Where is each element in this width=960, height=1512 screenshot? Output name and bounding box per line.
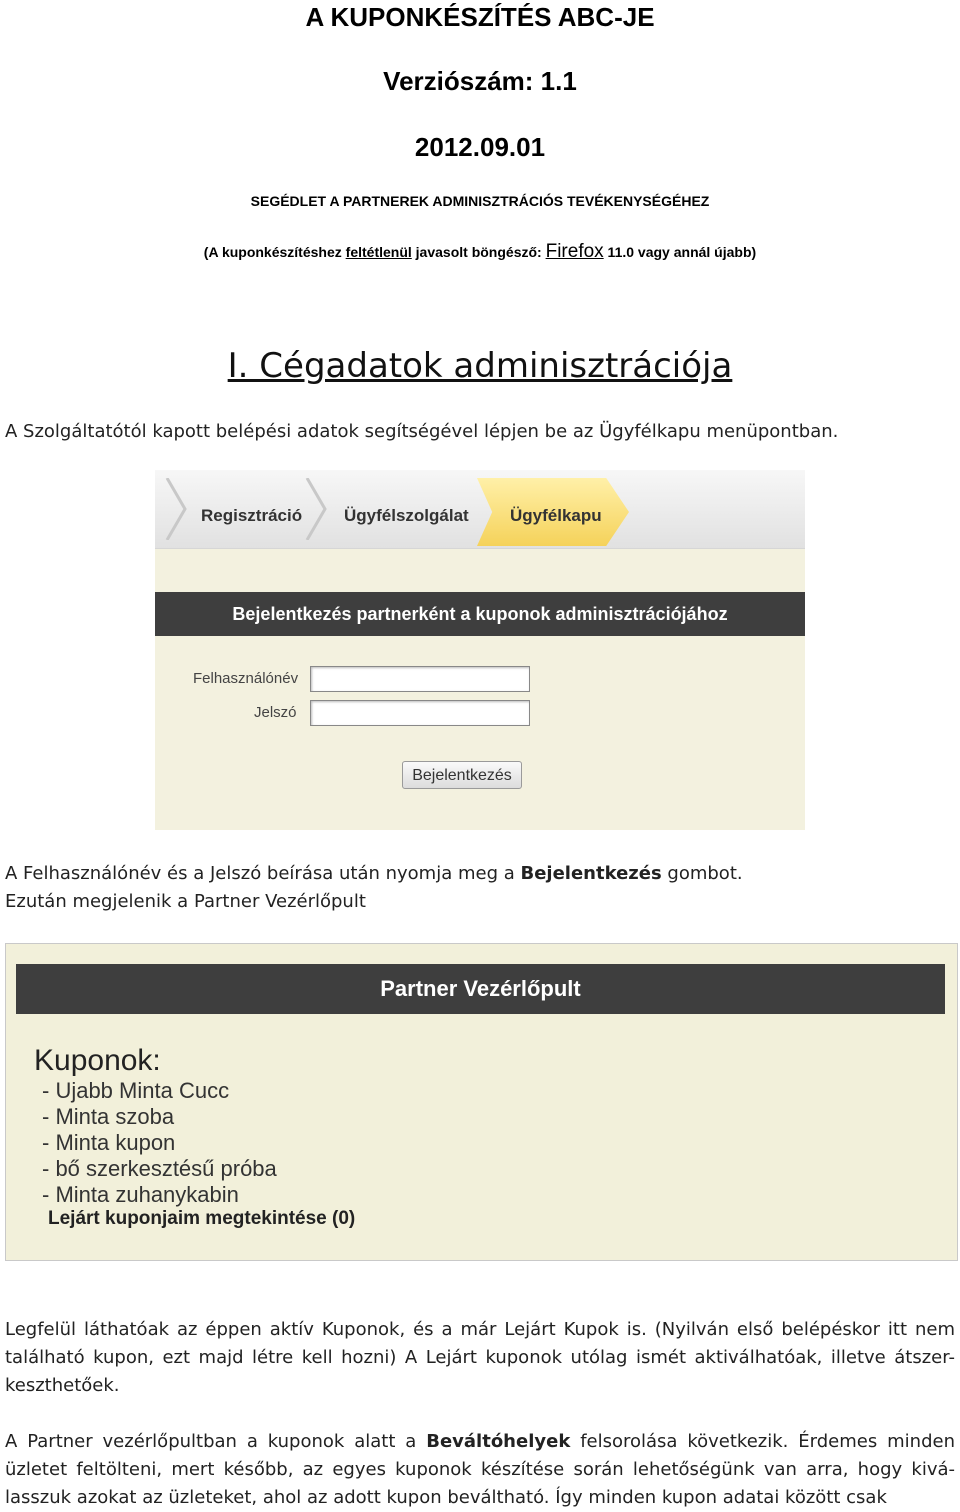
document-date: 2012.09.01 xyxy=(414,132,546,162)
coupon-item[interactable]: - Minta zuhanykabin xyxy=(42,1182,239,1207)
version-number: Verziószám: 1.1 xyxy=(383,66,577,96)
username-label: Felhasználónév xyxy=(193,670,299,687)
expired-coupons-link[interactable]: Lejárt kuponjaim megtekintése (0) xyxy=(48,1208,356,1229)
redeem-paragraph xyxy=(5,1428,955,1512)
tab-client-gate[interactable]: Ügyfélkapu xyxy=(510,506,602,525)
section-heading: I. Cégadatok adminisztrációja xyxy=(227,346,733,386)
note-middle: javasolt böngésző: xyxy=(411,244,546,260)
note-prefix: (A kuponkészítéshez xyxy=(203,244,346,260)
section-intro: A Szolgáltatótól kapott belépési adatok segítségével lépjen be az Ügyfélkapu menüpontban. xyxy=(5,421,839,442)
username-input[interactable] xyxy=(310,666,530,692)
document-title: A KUPONKÉSZÍTÉS ABC-JE xyxy=(305,2,655,32)
login-bar-title: Bejelentkezés partnerként a kuponok adminisztrációjához xyxy=(155,592,805,636)
dashboard-bar-title: Partner Vezérlőpult xyxy=(16,964,945,1014)
coupon-item[interactable]: - Ujabb Minta Cucc xyxy=(42,1078,230,1103)
note-suffix: 11.0 vagy annál újabb) xyxy=(603,244,757,260)
password-label: Jelszó xyxy=(254,704,297,721)
instruction-prefix: A Felhasználónév és a Jelszó beírása után nyomja meg a xyxy=(5,863,521,884)
note-browser: Firefox xyxy=(545,241,604,262)
instruction-line2: Ezután megjelenik a Partner Vezérlőpult xyxy=(5,891,366,912)
coupons-title: Kuponok: xyxy=(34,1044,161,1077)
tab-bar xyxy=(155,470,805,549)
tab-separator-icon xyxy=(165,478,187,540)
coupon-list xyxy=(42,1078,277,1208)
instruction-paragraph xyxy=(5,860,955,916)
instruction-bold: Bejelentkezés xyxy=(520,863,662,884)
login-screenshot xyxy=(155,470,805,830)
browser-note xyxy=(0,240,960,264)
coupon-item[interactable]: - Minta szoba xyxy=(42,1104,175,1129)
password-input[interactable] xyxy=(310,700,530,726)
redeem-bold: Beváltóhelyek xyxy=(426,1431,571,1452)
redeem-suffix: felsorolása következik. Érdemes minden üzletet feltölteni, mert később, az egyes kuponok készítése során lehetőségünk van arra, hogy kivá-lasszuk azokat az üzleteket, ahol az adott kupon beváltható. Így minden kupon adatai között csak xyxy=(5,1431,955,1508)
tab-separator-icon xyxy=(305,478,327,540)
tab-customer-service[interactable]: Ügyfélszolgálat xyxy=(344,506,469,525)
dashboard-paragraph: Legfelül láthatóak az éppen aktív Kuponok, és a már Lejárt Kupok is. (Nyilván első belépéskor itt nem található kupon, ezt majd létre kell hozni) A Lejárt kuponok utólag ismét aktiválhatóak, illetve átszer-keszthetőek. xyxy=(5,1319,955,1396)
document-subtitle: SEGÉDLET A PARTNEREK ADMINISZTRÁCIÓS TEVÉKENYSÉGÉHEZ xyxy=(250,193,710,209)
note-underlined: feltétlenül xyxy=(345,244,412,260)
coupon-item[interactable]: - Minta kupon xyxy=(42,1130,176,1155)
dashboard-screenshot xyxy=(5,943,958,1261)
coupon-item[interactable]: - bő szerkesztésű próba xyxy=(42,1156,277,1181)
instruction-suffix: gombot. xyxy=(661,863,743,884)
tab-registration[interactable]: Regisztráció xyxy=(201,506,303,525)
login-button[interactable]: Bejelentkezés xyxy=(402,761,522,789)
redeem-prefix: A Partner vezérlőpultban a kuponok alatt a xyxy=(5,1431,427,1452)
